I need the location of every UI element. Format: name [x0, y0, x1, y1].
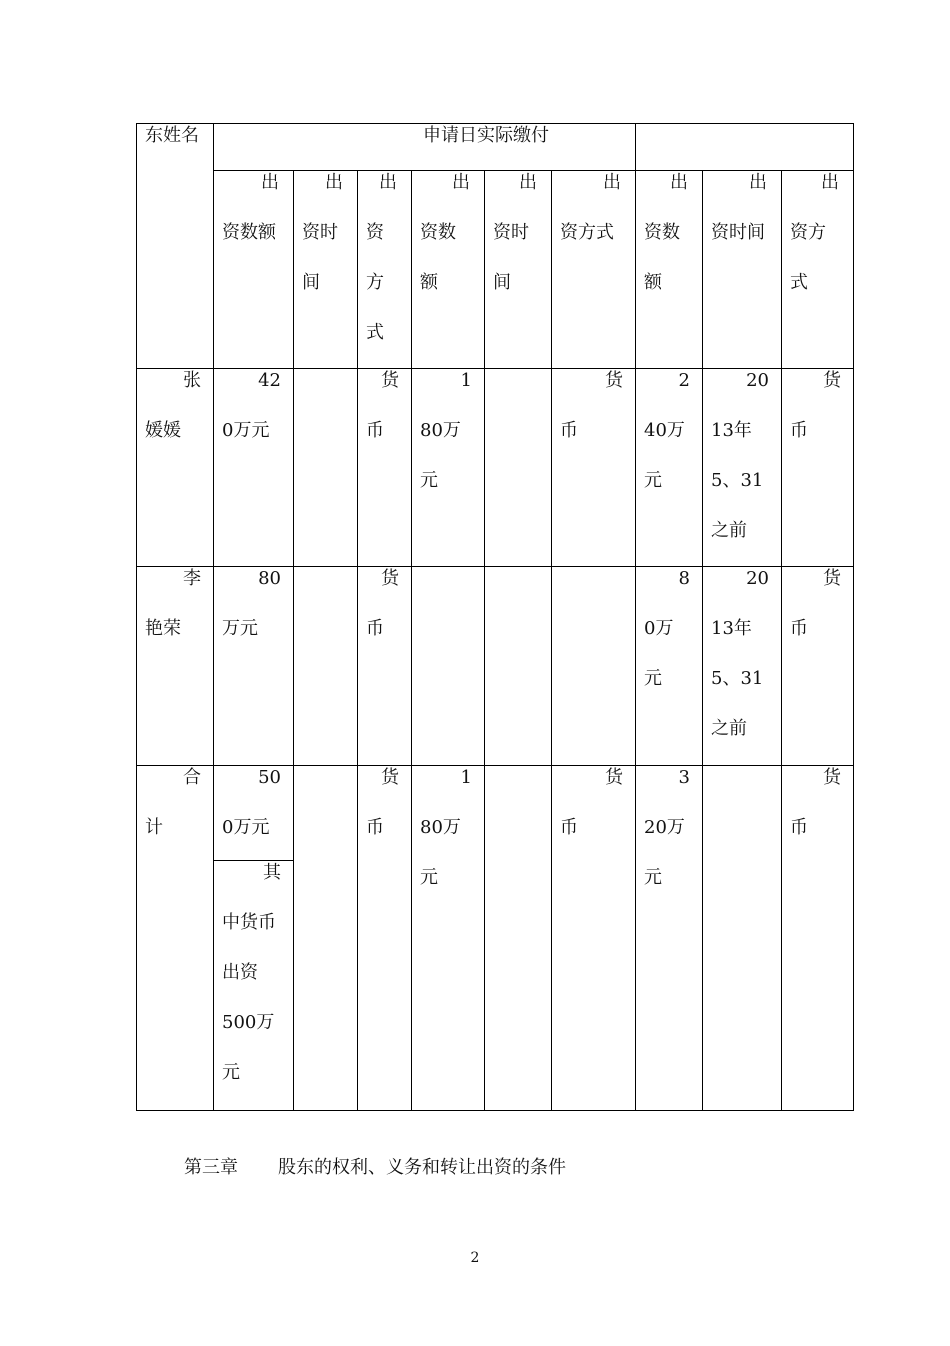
row-name-first: 张	[183, 370, 201, 391]
cell-first: 80	[258, 568, 281, 589]
cell-first: 货	[381, 767, 399, 788]
page-number: 2	[470, 1250, 480, 1266]
table-border-left	[136, 123, 137, 1111]
col-divider	[357, 170, 358, 1110]
cell-text: 元	[644, 867, 662, 888]
cell-first: 货	[605, 370, 623, 391]
col-divider	[635, 123, 636, 1111]
row-name: 艳荣	[145, 618, 181, 639]
cell-first: 2	[678, 370, 690, 391]
subheader-text: 式	[366, 322, 384, 343]
cell-text: 13年	[711, 420, 752, 441]
subheader-text: 资数	[420, 222, 456, 243]
col-divider	[551, 170, 552, 1110]
cell-first: 货	[381, 370, 399, 391]
cell-first: 42	[258, 370, 281, 391]
subheader-first-char: 出	[670, 172, 688, 193]
cell-first: 1	[460, 370, 472, 391]
cell-text: 元	[644, 470, 662, 491]
header-group-title: 申请日实际缴付	[423, 125, 549, 146]
cell-first: 货	[605, 767, 623, 788]
subheader-first-char: 出	[325, 172, 343, 193]
subheader-text: 资数额	[222, 222, 276, 243]
col-divider	[293, 170, 294, 1110]
chapter-title: 股东的权利、义务和转让出资的条件	[278, 1157, 566, 1178]
row-name: 媛媛	[145, 420, 181, 441]
row-name: 计	[145, 817, 163, 838]
subheader-text: 资时	[493, 222, 529, 243]
cell-first: 8	[678, 568, 690, 589]
cell-text: 5、31	[711, 470, 764, 491]
subheader-text: 额	[644, 272, 662, 293]
subheader-first-char: 出	[519, 172, 537, 193]
cell-first: 20	[746, 568, 769, 589]
cell-first: 1	[460, 767, 472, 788]
subheader-text: 资方式	[560, 222, 614, 243]
col-divider	[213, 123, 214, 1111]
cell-text: 之前	[711, 520, 747, 541]
cell-first: 3	[678, 767, 690, 788]
cell-text: 0万元	[222, 817, 270, 838]
cell-first: 货	[823, 568, 841, 589]
subheader-text: 式	[790, 272, 808, 293]
cell-first: 货	[823, 767, 841, 788]
cell-text: 0万元	[222, 420, 270, 441]
cell-text: 0万	[644, 618, 674, 639]
col-divider	[702, 170, 703, 1110]
subnote-first: 其	[263, 862, 281, 883]
table-border-bottom	[136, 1110, 854, 1111]
cell-first: 货	[823, 370, 841, 391]
subheader-text: 间	[493, 272, 511, 293]
cell-text: 元	[644, 668, 662, 689]
cell-text: 币	[790, 618, 808, 639]
cell-text: 万元	[222, 618, 258, 639]
col-divider	[781, 170, 782, 1110]
table-border-right	[853, 123, 854, 1111]
cell-text: 币	[366, 618, 384, 639]
cell-text: 币	[790, 420, 808, 441]
col-divider	[484, 170, 485, 1110]
cell-text: 80万	[420, 420, 461, 441]
row-name-first: 合	[183, 767, 201, 788]
subheader-first-char: 出	[379, 172, 397, 193]
subheader-first-char: 出	[749, 172, 767, 193]
subheader-text: 方	[366, 272, 384, 293]
header-shareholder-name: 东姓名	[145, 125, 199, 146]
subheader-text: 资	[366, 222, 384, 243]
cell-text: 币	[560, 420, 578, 441]
subheader-text: 资时	[302, 222, 338, 243]
cell-text: 80万	[420, 817, 461, 838]
cell-text: 元	[420, 867, 438, 888]
cell-text: 币	[366, 420, 384, 441]
subheader-text: 间	[302, 272, 320, 293]
subnote-text: 500万	[222, 1012, 275, 1033]
cell-text: 之前	[711, 718, 747, 739]
subnote-text: 元	[222, 1062, 240, 1083]
cell-text: 币	[366, 817, 384, 838]
subheader-text: 资方	[790, 222, 826, 243]
cell-first: 货	[381, 568, 399, 589]
subheader-first-char: 出	[261, 172, 279, 193]
col-divider	[411, 170, 412, 1110]
subheader-text: 额	[420, 272, 438, 293]
cell-text: 币	[790, 817, 808, 838]
subheader-first-char: 出	[452, 172, 470, 193]
cell-first: 20	[746, 370, 769, 391]
cell-text: 13年	[711, 618, 752, 639]
row-name-first: 李	[183, 568, 201, 589]
subheader-first-char: 出	[603, 172, 621, 193]
cell-first: 50	[258, 767, 281, 788]
cell-text: 5、31	[711, 668, 764, 689]
subnote-text: 中货币	[222, 912, 276, 933]
chapter-label: 第三章	[184, 1157, 238, 1178]
subheader-first-char: 出	[821, 172, 839, 193]
cell-text: 40万	[644, 420, 685, 441]
cell-text: 元	[420, 470, 438, 491]
subheader-text: 资数	[644, 222, 680, 243]
chapter-heading	[184, 1156, 566, 1180]
cell-text: 20万	[644, 817, 685, 838]
subheader-text: 资时间	[711, 222, 765, 243]
subnote-text: 出资	[222, 962, 258, 983]
cell-text: 币	[560, 817, 578, 838]
